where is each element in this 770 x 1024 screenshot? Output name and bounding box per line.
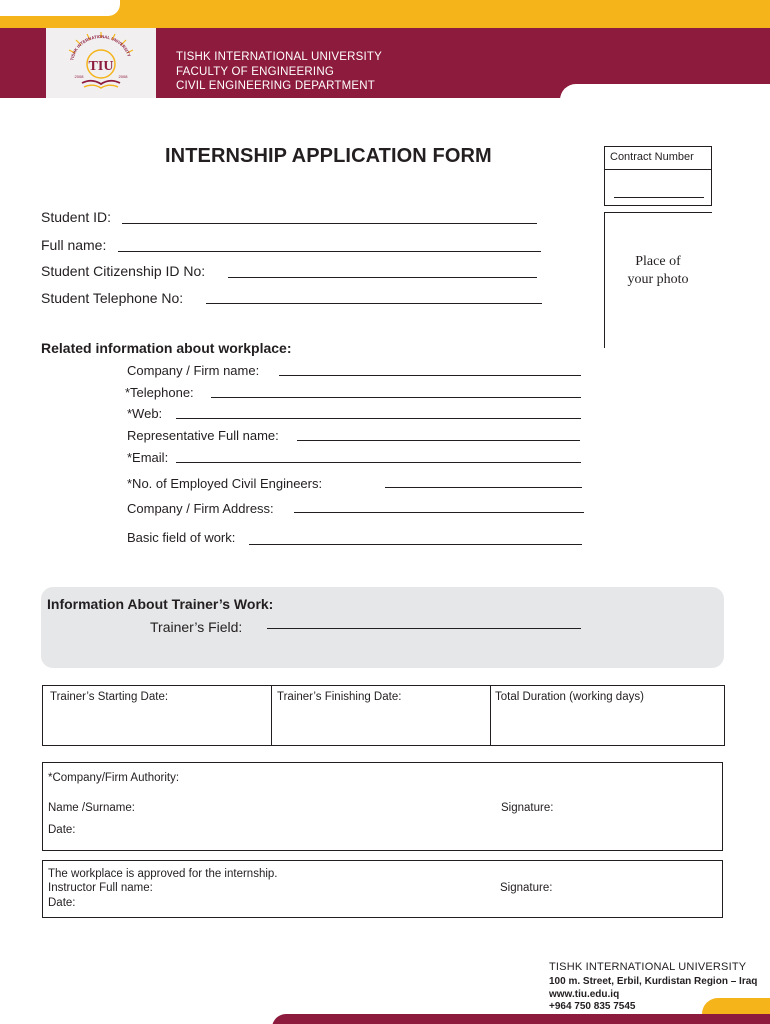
photo-border-top	[604, 212, 712, 213]
workplace-heading: Related information about workplace:	[41, 340, 292, 356]
company-address-field[interactable]	[294, 512, 584, 513]
student-id-label: Student ID:	[41, 209, 112, 225]
trainer-field-label: Trainer’s Field:	[150, 619, 243, 635]
field-of-work-label: Basic field of work:	[127, 530, 236, 545]
start-date-label: Trainer’s Starting Date:	[50, 691, 169, 703]
svg-text:TISHK INTERNATIONAL UNIVERSITY: TISHK INTERNATIONAL UNIVERSITY	[69, 33, 132, 61]
field-of-work-field[interactable]	[249, 544, 582, 545]
logo-text: TIU	[88, 59, 114, 74]
representative-field[interactable]	[297, 440, 580, 441]
telephone-label: Student Telephone No:	[41, 290, 184, 306]
university-logo	[46, 28, 156, 98]
duration-cell[interactable]	[490, 685, 725, 746]
full-name-field[interactable]	[118, 251, 541, 252]
authority-date-label[interactable]: Date:	[48, 824, 76, 836]
university-name: TISHK INTERNATIONAL UNIVERSITY	[176, 51, 382, 63]
header-tab	[0, 0, 120, 16]
finish-date-cell[interactable]	[271, 685, 491, 746]
trainer-field-input[interactable]	[267, 628, 581, 629]
footer-university: TISHK INTERNATIONAL UNIVERSITY	[549, 961, 747, 973]
approval-statement: The workplace is approved for the internship.	[48, 868, 278, 880]
svg-text:2008: 2008	[74, 74, 84, 79]
full-name-label: Full name:	[41, 237, 107, 253]
company-telephone-label: *Telephone:	[125, 385, 194, 400]
email-field[interactable]	[176, 462, 581, 463]
engineers-count-field[interactable]	[385, 487, 582, 488]
company-name-field[interactable]	[279, 375, 581, 376]
footer-maroon-band	[272, 1014, 770, 1024]
faculty-name: FACULTY OF ENGINEERING	[176, 65, 334, 78]
representative-label: Representative Full name:	[127, 428, 279, 443]
instructor-signature-label[interactable]: Signature:	[500, 882, 553, 894]
contract-number-line	[614, 197, 704, 198]
instructor-name-label[interactable]: Instructor Full name:	[48, 882, 153, 894]
approval-date-label[interactable]: Date:	[48, 897, 76, 909]
telephone-field[interactable]	[206, 303, 542, 304]
footer-website[interactable]: www.tiu.edu.iq	[549, 989, 620, 1000]
contract-number-box[interactable]	[604, 169, 712, 206]
footer-address: 100 m. Street, Erbil, Kurdistan Region – Iraq	[549, 976, 758, 987]
page-title: INTERNSHIP APPLICATION FORM	[165, 145, 492, 167]
web-field[interactable]	[176, 418, 581, 419]
svg-text:2008: 2008	[118, 74, 128, 79]
student-id-field[interactable]	[122, 223, 537, 224]
header-band-cut	[560, 84, 770, 104]
web-label: *Web:	[127, 406, 163, 421]
citizenship-id-field[interactable]	[228, 277, 537, 278]
photo-line-2: your photo	[627, 272, 689, 287]
email-label: *Email:	[127, 450, 169, 465]
photo-placeholder[interactable]	[606, 253, 710, 289]
start-date-cell[interactable]	[42, 685, 272, 746]
header-text	[176, 50, 382, 94]
engineers-count-label: *No. of Employed Civil Engineers:	[127, 476, 323, 491]
duration-label: Total Duration (working days)	[495, 691, 644, 703]
citizenship-id-label: Student Citizenship ID No:	[41, 263, 206, 279]
company-telephone-field[interactable]	[211, 397, 581, 398]
photo-border-left	[604, 212, 605, 348]
authority-heading: *Company/Firm Authority:	[48, 772, 180, 784]
department-name: CIVIL ENGINEERING DEPARTMENT	[176, 80, 375, 92]
company-address-label: Company / Firm Address:	[127, 501, 274, 516]
tiu-logo-icon	[46, 28, 156, 98]
footer-phone: +964 750 835 7545	[549, 1001, 636, 1012]
contract-number-label: Contract Number	[604, 146, 712, 170]
photo-line-1: Place of	[635, 254, 681, 269]
authority-name-label[interactable]: Name /Surname:	[48, 802, 135, 814]
company-name-label: Company / Firm name:	[127, 363, 260, 378]
trainer-heading: Information About Trainer’s Work:	[47, 596, 274, 612]
authority-signature-label[interactable]: Signature:	[501, 802, 554, 814]
finish-date-label: Trainer’s Finishing Date:	[277, 691, 402, 703]
